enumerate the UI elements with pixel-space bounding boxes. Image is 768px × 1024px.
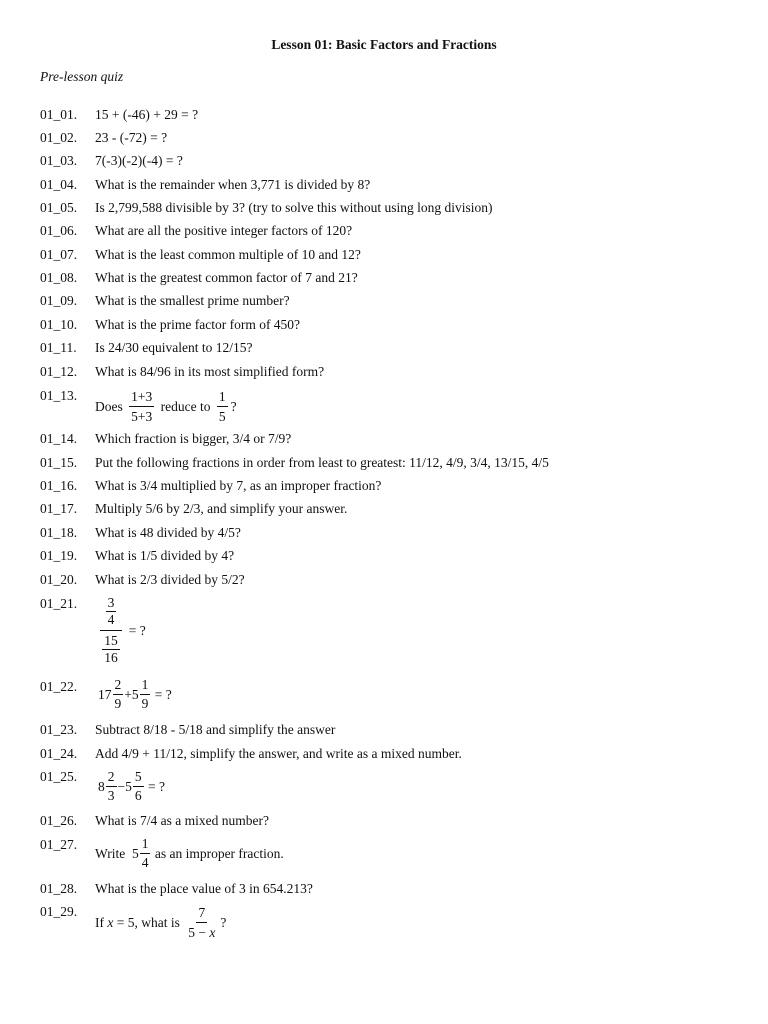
question-number: 01_02. <box>40 130 78 145</box>
question-text: What are all the positive integer factors of 120? <box>95 223 353 238</box>
question-number: 01_03. <box>40 153 78 168</box>
question-text: = ? <box>148 778 165 794</box>
question-text: What is the greatest common factor of 7 and 21? <box>95 270 358 285</box>
question-text: = 5, what is <box>116 914 180 930</box>
question-math <box>98 770 165 803</box>
question-text: What is 2/3 divided by 5/2? <box>95 572 245 587</box>
question-text: What is 48 divided by 4/5? <box>95 525 241 540</box>
question-math <box>95 837 284 870</box>
question-number: 01_13. <box>40 388 78 403</box>
numerator: 1 <box>140 678 151 695</box>
variable: x <box>107 914 114 930</box>
denominator: 16 <box>104 650 118 665</box>
question-number: 01_09. <box>40 293 78 308</box>
question-number: 01_23. <box>40 722 78 737</box>
question-text: What is 3/4 multiplied by 7, as an improper fraction? <box>95 478 382 493</box>
question-text: ? <box>220 914 227 930</box>
question-number: 01_12. <box>40 364 78 379</box>
fraction <box>140 678 151 711</box>
denominator: 9 <box>141 696 149 711</box>
question-number: 01_18. <box>40 525 78 540</box>
question-number: 01_16. <box>40 478 78 493</box>
question-number: 01_08. <box>40 270 78 285</box>
question-text: Write <box>95 845 126 861</box>
question-text: What is the remainder when 3,771 is divided by 8? <box>95 177 371 192</box>
question-number: 01_10. <box>40 317 78 332</box>
numerator: 1 <box>140 837 151 854</box>
question-number: 01_14. <box>40 431 78 446</box>
question-text: = ? <box>128 622 146 638</box>
question-text: reduce to <box>160 398 211 414</box>
numerator: 1+3 <box>129 389 154 407</box>
denominator <box>186 923 217 940</box>
whole-number: 17 <box>98 686 112 702</box>
operator: − <box>117 778 126 794</box>
question-text: Add 4/9 + 11/12, simplify the answer, and write as a mixed number. <box>95 746 462 761</box>
question-number: 01_29. <box>40 904 78 919</box>
question-text: Is 2,799,588 divisible by 3? (try to solve this without using long division) <box>95 200 493 215</box>
whole-number: 5 <box>125 778 132 794</box>
question-number: 01_19. <box>40 548 78 563</box>
question-number: 01_20. <box>40 572 78 587</box>
fraction <box>113 678 124 711</box>
numerator: 15 <box>104 633 118 648</box>
question-number: 01_06. <box>40 223 78 238</box>
question-text: ? <box>230 398 237 414</box>
question-text: as an improper fraction. <box>154 845 284 861</box>
question-number: 01_07. <box>40 247 78 262</box>
question-text: What is the least common multiple of 10 and 12? <box>95 247 361 262</box>
question-text: Multiply 5/6 by 2/3, and simplify your answer. <box>95 501 348 516</box>
numerator: 2 <box>106 770 117 787</box>
fraction <box>217 389 228 424</box>
question-number: 01_28. <box>40 881 78 896</box>
question-number: 01_21. <box>40 596 78 611</box>
question-text: What is the place value of 3 in 654.213? <box>95 881 313 896</box>
denominator: 4 <box>107 612 115 627</box>
question-number: 01_04. <box>40 177 78 192</box>
question-text: What is 84/96 in its most simplified form? <box>95 364 325 379</box>
question-text: What is the smallest prime number? <box>95 293 290 308</box>
denominator: 3 <box>107 788 115 803</box>
question-text: Subtract 8/18 - 5/18 and simplify the answer <box>95 722 336 737</box>
fraction <box>186 905 217 940</box>
fraction <box>133 770 144 803</box>
numerator: 7 <box>196 905 207 923</box>
question-text: Put the following fractions in order from least to greatest: 11/12, 4/9, 3/4, 13/15, 4/5 <box>95 455 549 470</box>
whole-number: 8 <box>98 778 105 794</box>
denominator: 5+3 <box>131 409 153 424</box>
question-text: Does <box>95 398 123 414</box>
denominator: 9 <box>114 696 122 711</box>
question-number: 01_17. <box>40 501 78 516</box>
numerator: 5 <box>133 770 144 787</box>
question-number: 01_24. <box>40 746 78 761</box>
question-number: 01_26. <box>40 813 78 828</box>
fraction <box>106 770 117 803</box>
question-math <box>95 905 226 940</box>
question-text: What is 7/4 as a mixed number? <box>95 813 269 828</box>
numerator: 1 <box>217 389 228 407</box>
question-number: 01_11. <box>40 340 77 355</box>
question-text: 7(-3)(-2)(-4) = ? <box>95 153 183 168</box>
question-text: If <box>95 914 104 930</box>
complex-fraction <box>100 595 122 666</box>
question-text: What is the prime factor form of 450? <box>95 317 301 332</box>
numerator: 2 <box>113 678 124 695</box>
question-text: 23 - (-72) = ? <box>95 130 168 145</box>
question-number: 01_15. <box>40 455 78 470</box>
question-number: 01_05. <box>40 200 78 215</box>
question-number: 01_01. <box>40 107 78 122</box>
denominator: 5 <box>218 409 226 424</box>
question-text: Which fraction is bigger, 3/4 or 7/9? <box>95 431 292 446</box>
question-number: 01_25. <box>40 769 78 784</box>
denominator: 6 <box>134 788 142 803</box>
question-math <box>95 389 237 424</box>
whole-number: 5 <box>131 686 139 702</box>
operator: + <box>124 686 132 702</box>
question-math <box>100 595 146 666</box>
denominator-text: 5 − <box>188 925 206 940</box>
question-text: Is 24/30 equivalent to 12/15? <box>95 340 253 355</box>
page-title: Lesson 01: Basic Factors and Fractions <box>271 37 497 52</box>
fraction <box>129 389 154 424</box>
question-number: 01_27. <box>40 837 78 852</box>
whole-number: 5 <box>131 845 139 861</box>
question-text: = ? <box>154 686 172 702</box>
numerator: 3 <box>107 595 115 610</box>
question-math <box>98 678 172 711</box>
fraction <box>140 837 151 870</box>
question-number: 01_22. <box>40 679 78 694</box>
variable: x <box>209 925 216 940</box>
question-text: What is 1/5 divided by 4? <box>95 548 235 563</box>
denominator: 4 <box>141 855 149 870</box>
subtitle: Pre-lesson quiz <box>40 69 124 84</box>
question-text: 15 + (-46) + 29 = ? <box>95 107 199 122</box>
